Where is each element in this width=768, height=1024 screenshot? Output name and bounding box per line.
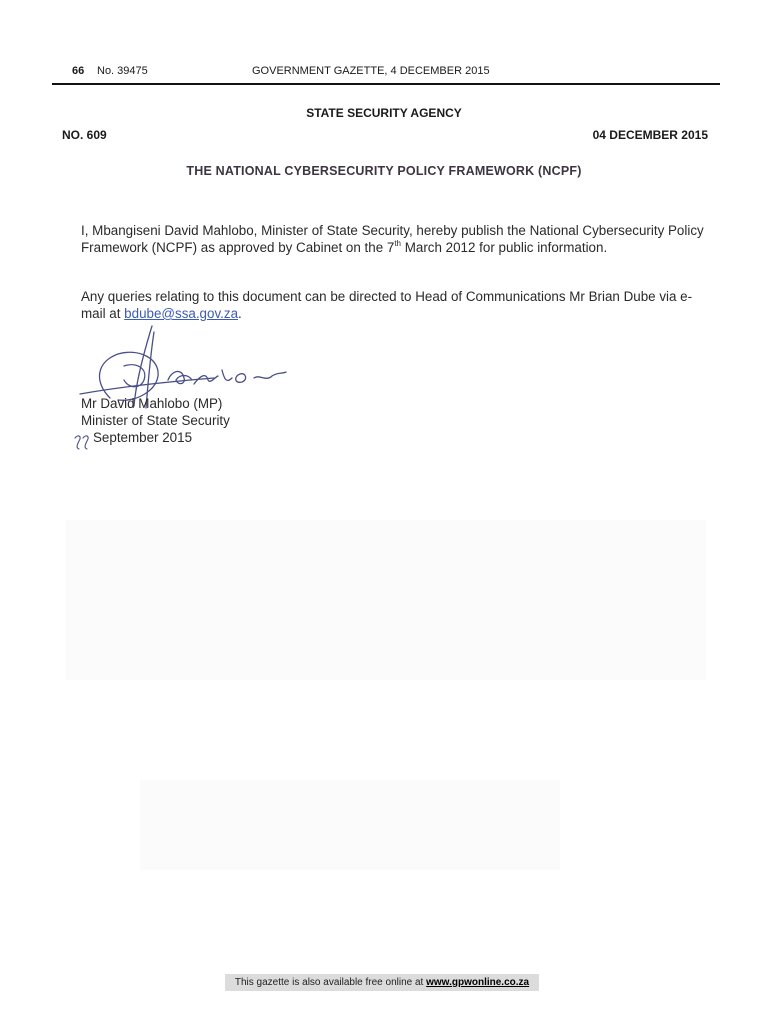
paragraph-publication [81,222,711,256]
signature-date-line [81,429,230,446]
gpwonline-link[interactable]: www.gpwonline.co.za [426,977,530,988]
paragraph2-text: Any queries relating to this document can be directed to Head of Communications Mr Brian Dube via e-mail at [81,289,693,321]
gazette-title: GOVERNMENT GAZETTE, 4 DECEMBER 2015 [252,65,490,77]
paragraph2-period: . [238,306,242,321]
handwritten-day-mark [73,431,93,451]
paragraph-queries [81,288,711,322]
header-rule [52,83,720,85]
notice-date: 04 DECEMBER 2015 [592,128,708,142]
signatory-title: Minister of State Security [81,413,230,428]
signature-block [81,395,230,446]
paragraph1-text-end: March 2012 for public information. [401,240,608,255]
signatory-name: Mr David Mahlobo (MP) [81,396,223,411]
page-number: 66 [72,65,85,77]
page-header [0,65,768,79]
issue-number: No. 39475 [97,65,148,77]
signature-date: September 2015 [93,430,193,445]
scan-shading [66,520,706,680]
footer-text: This gazette is also available free online at [234,977,427,988]
paragraph1-text: I, Mbangiseni David Mahlobo, Minister of State Security, hereby publish the National Cybersecurity Policy Framework (NCPF) as approved by Cabinet on the 7 [81,223,704,255]
notice-number: NO. 609 [62,128,107,142]
ordinal-suffix: th [394,239,401,248]
agency-name: STATE SECURITY AGENCY [306,106,462,120]
scan-shading [140,780,560,870]
page-footer [225,974,539,991]
email-link[interactable]: bdube@ssa.gov.za [124,306,239,321]
document-title: THE NATIONAL CYBERSECURITY POLICY FRAMEWORK (NCPF) [186,164,582,178]
